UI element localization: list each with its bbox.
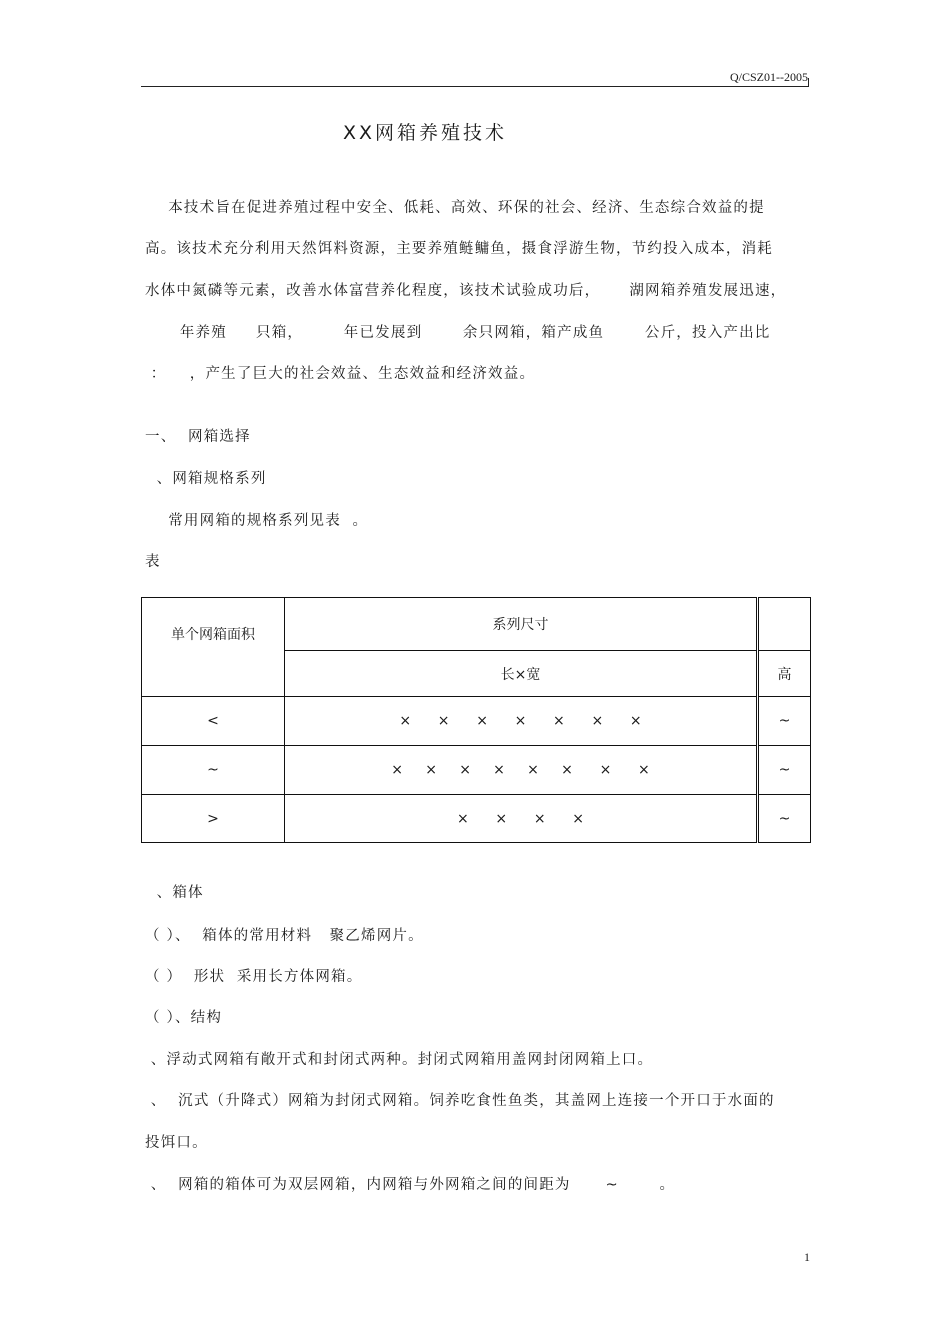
- subsection-heading-specs: 、网箱规格系列: [145, 471, 267, 487]
- col-header-area: 单个网箱面积: [142, 598, 285, 697]
- table-cell-area: ~: [142, 746, 285, 795]
- page-number: 1: [804, 1250, 810, 1264]
- intro-line-1: 本技术旨在促进养殖过程中安全、低耗、高效、环保的社会、经济、生态综合效益的提: [145, 200, 765, 216]
- col-header-length-width: 长×宽: [285, 651, 758, 697]
- box-item-material: （ ）、 箱体的常用材料 聚乙烯网片。: [145, 928, 424, 944]
- structure-point-3: 、 网箱的箱体可为双层网箱，内网箱与外网箱之间的间距为 ~ 。: [145, 1177, 676, 1193]
- structure-point-1: 、浮动式网箱有敞开式和封闭式两种。封闭式网箱用盖网封闭网箱上口。: [145, 1052, 654, 1068]
- doc-code: Q/CSZ01--2005: [730, 70, 808, 84]
- spec-table: [141, 597, 811, 843]
- subsection-heading-box: 、箱体: [145, 885, 204, 901]
- box-item-shape: （ ） 形状 采用长方体网箱。: [145, 969, 363, 985]
- table-cell-sizes: × × × ×: [285, 795, 758, 843]
- page-title: XX网箱养殖技术: [342, 122, 508, 144]
- col-header-empty: [758, 598, 811, 651]
- intro-line-4: 年养殖 只箱， 年已发展到 余只网箱，箱产成鱼 公斤，投入产出比: [145, 325, 771, 341]
- table-label: 表: [145, 554, 161, 570]
- table-cell-sizes: × × × × × × ×: [285, 697, 758, 746]
- table-cell-height: ~: [758, 746, 811, 795]
- col-header-series: 系列尺寸: [285, 598, 758, 651]
- table-cell-height: ~: [758, 697, 811, 746]
- col-header-height: 高: [758, 651, 811, 697]
- intro-line-5: ： ，产生了巨大的社会效益、生态效益和经济效益。: [145, 366, 536, 382]
- specs-intro-text: 常用网箱的规格系列见表 。: [145, 513, 369, 529]
- table-cell-sizes: × × × × × × × ×: [285, 746, 758, 795]
- section-heading: 一、 网箱选择: [145, 429, 251, 445]
- header-rule-tick: [808, 78, 809, 87]
- table-cell-height: ~: [758, 795, 811, 843]
- header-rule: [141, 86, 809, 87]
- table-cell-area: <: [142, 697, 285, 746]
- intro-line-2: 高。该技术充分利用天然饵料资源，主要养殖鲢鳙鱼，摄食浮游生物，节约投入成本，消耗: [145, 241, 773, 257]
- box-item-structure: （ ）、结构: [145, 1010, 223, 1026]
- structure-point-2: 、 沉式（升降式）网箱为封闭式网箱。饲养吃食性鱼类，其盖网上连接一个开口于水面的: [145, 1093, 775, 1109]
- structure-point-2-cont: 投饵口。: [145, 1135, 208, 1151]
- intro-line-3: 水体中氮磷等元素，改善水体富营养化程度，该技术试验成功后， 湖网箱养殖发展迅速，: [145, 283, 787, 299]
- table-cell-area: >: [142, 795, 285, 843]
